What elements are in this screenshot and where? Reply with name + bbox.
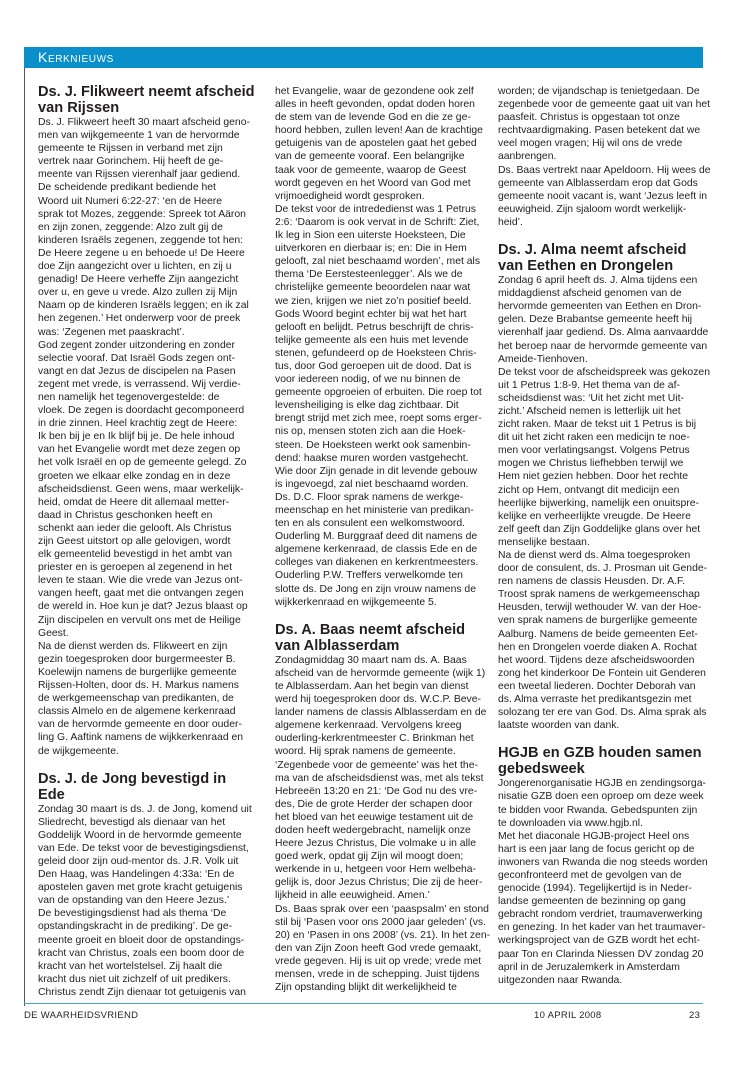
body-line: uit 1 Petrus 1:8-9. Het thema van de af- xyxy=(498,379,680,391)
body-line: slotte ds. De Jong en zijn vrouw namens de xyxy=(275,583,476,595)
body-line: kracht dus niet uit zichzelf of uit predikers. xyxy=(38,973,231,985)
body-line: steen. De Hoeksteen werkt ook samenbin- xyxy=(275,439,471,451)
body-line: ma van de afscheidsdienst was, met als tekst xyxy=(275,772,484,784)
article-headline xyxy=(498,242,713,274)
headline-line: Ds. J. Alma neemt afscheid xyxy=(498,242,687,259)
body-line: ling G. Aaftink namens de wijkkerkenraad en xyxy=(38,732,244,744)
article-body xyxy=(38,116,256,758)
body-line: brengt strijd met zich mee, roept soms erger- xyxy=(275,413,482,425)
body-line: leven te staan. Wie die vrede van Jezus ont- xyxy=(38,575,243,587)
body-line: Heere Jezus Christus, Die volmake u in alle xyxy=(275,838,476,850)
body-line: een tweetal liederen. Dochter Deborah van xyxy=(498,680,696,692)
body-line: Wie door Zijn genade in dit levende gebouw xyxy=(275,465,478,477)
body-line: levensheiliging is elke dag zichtbaar. Dit xyxy=(275,400,459,412)
article-body xyxy=(38,803,256,999)
body-line: Zijn discipelen en vervult ons met de Heilige xyxy=(38,614,241,626)
article-body xyxy=(498,274,713,732)
headline-line: van Rijssen xyxy=(38,100,120,116)
headline-line: van Eethen en Drongelen xyxy=(498,258,674,275)
body-line: doe Zijn aangezicht over u lichten, en zij u xyxy=(38,261,232,273)
body-line: door de consulent, ds. J. Prosman uit Gende- xyxy=(498,563,708,575)
headline-line: Ds. J. Flikweert neemt afscheid xyxy=(38,84,255,100)
body-line: Ds. D.C. Floor sprak namens de werkge- xyxy=(275,491,464,503)
body-line: algemene kerkenraad, de classis Ede en de xyxy=(275,544,478,556)
body-line: kracht van Christus, zoals een boom door de xyxy=(38,947,245,959)
body-line: vangt en dat Jezus de discipelen na Pasen xyxy=(38,365,236,377)
body-line: ds. Alma verraste het predikantsgezin met xyxy=(498,694,692,706)
body-line: vangen heeft, gaat met die ontvangen zegen xyxy=(38,588,244,600)
body-line: colleges van diakenen en kerkrentmeesters. xyxy=(275,557,479,569)
body-line: nisatie GZB doen een oproep om deze week xyxy=(498,791,704,803)
body-line: ven sprak namens de burgerlijke gemeente xyxy=(498,615,698,627)
body-line: opstandingskracht in de prediking’. De ge- xyxy=(38,921,233,933)
body-line: ouderling-kerkrentmeester C. Brinkman het xyxy=(275,733,474,745)
body-line: Ds. Baas vertrekt naar Apeldoorn. Hij wees de xyxy=(498,164,711,176)
body-line: uitgezonden naar Rwanda. xyxy=(498,974,623,986)
article-body xyxy=(275,654,491,994)
body-line: genocide (1994). Tegelijkertijd is in Neder- xyxy=(498,883,692,895)
body-line: taak voor de gemeente, waarop de Geest xyxy=(275,164,467,176)
body-line: Ameide-Tienhoven. xyxy=(498,353,588,365)
body-line: stenen, gefundeerd op de Hoeksteen Chris- xyxy=(275,347,477,359)
body-line: lijkheid in alle eeuwigheid. Amen.’ xyxy=(275,890,430,902)
body-line: werkende in u, hetgeen voor Hem welbeha- xyxy=(275,864,477,876)
body-line: men van wijkgemeente 1 van de hervormde xyxy=(38,130,240,142)
body-line: Geest. xyxy=(38,627,69,639)
body-line: wijkkerkenraad en wijkgemeente 5. xyxy=(275,596,437,608)
body-line: vrede gegeven. Hij is uit op vrede; vrede met xyxy=(275,955,482,967)
body-line: landse gemeenten de bezinning op gang xyxy=(498,896,686,908)
article-headline xyxy=(38,84,256,116)
body-line: we zien, krijgen we niet zo’n positief beeld. xyxy=(275,295,472,307)
body-line: mogen we Christus liefhebben terwijl we xyxy=(498,458,684,470)
article-headline xyxy=(38,771,256,803)
headline-line: gebedsweek xyxy=(498,761,585,778)
body-line: te downloaden via www.hgjb.nl. xyxy=(498,817,643,829)
body-line: werd hij toegesproken door ds. W.C.P. Beve- xyxy=(275,694,481,706)
body-line: gemeente van Alblasserdam erop dat Gods xyxy=(498,177,698,189)
body-line: Ds. J. Flikweert heeft 30 maart afscheid geno- xyxy=(38,117,250,128)
body-line: gebracht rondom verdriet, traumaverwerking xyxy=(498,909,703,921)
article-body xyxy=(275,85,488,609)
body-line: Hem niet gezien hebben. Door het rechte xyxy=(498,471,689,483)
body-line: gelen. Deze Brabantse gemeente heeft hij xyxy=(498,314,693,326)
body-line: Den Haag, was Handelingen 4:33a: ‘En de xyxy=(38,869,235,881)
body-line: eeuwigheid. Zijn sjaloom wordt werkelijk- xyxy=(498,203,687,215)
body-line: daad in Christus geschonken heeft en xyxy=(38,509,213,521)
body-line: zelf geeft dan Zijn Goddelijke glans over het xyxy=(498,523,701,535)
body-line: De tekst voor de intrededienst was 1 Petrus xyxy=(275,203,476,215)
body-line: te bidden voor Rwanda. Gebedspunten zijn xyxy=(498,804,698,816)
article-body xyxy=(498,85,713,229)
article-spacer xyxy=(38,758,256,771)
body-line: geleid door zijn oud-mentor ds. J.R. Volk uit xyxy=(38,855,239,867)
body-line: het Evangelie, waar de gezondene ook zelf xyxy=(275,86,474,97)
body-line: van Ede. De tekst voor de bevestigingsdienst, xyxy=(38,842,249,854)
body-line: Zondag 6 april heeft ds. J. Alma tijdens een xyxy=(498,275,698,287)
body-line: Zondag 30 maart is ds. J. de Jong, komend uit xyxy=(38,803,252,815)
body-line: Koelewijn namens de burgerlijke gemeente xyxy=(38,666,237,678)
headline-line: HGJB en GZB houden samen xyxy=(498,745,702,762)
body-line: kelijke en verheerlijkte vreugde. De Heere xyxy=(498,510,691,522)
headline-line: Ds. A. Baas neemt afscheid xyxy=(275,621,466,638)
body-line: de wijkgemeente. xyxy=(38,745,119,757)
body-line: Jongerenorganisatie HGJB en zendingsorga- xyxy=(498,778,706,790)
body-line: laatste woorden van dank. xyxy=(498,720,620,732)
body-line: gelooft en belijdt. Petrus beschrijft de chris- xyxy=(275,321,474,333)
body-line: paar Ton en Clarinda Niessen DV zondag 20 xyxy=(498,948,704,960)
body-line: Zondagmiddag 30 maart nam ds. A. Baas xyxy=(275,654,467,666)
body-line: Ik leg in Sion een uiterste Hoeksteen, Die xyxy=(275,230,466,242)
body-line: kinderen Israëls zegenen, zeggende tot hen: xyxy=(38,234,244,246)
body-line: van het Evangelie wordt met deze zegen op xyxy=(38,444,241,456)
body-line: De tekst voor de afscheidspreek was gekozen xyxy=(498,366,710,378)
body-line: gezin toegesproken door burgermeester B. xyxy=(38,653,236,665)
body-line: werkingsproject van de GZB wordt het echt- xyxy=(498,935,701,947)
body-line: classis Almelo en de algemene kerkenraad xyxy=(38,706,236,718)
body-line: God zegent zonder uitzondering en zonder xyxy=(38,339,235,351)
body-line: Hebreeën 13:20 en 21: ‘De God nu des vre- xyxy=(275,785,478,797)
body-line: het bloed van het eeuwige testament uit de xyxy=(275,811,474,823)
body-line: zicht raken. Maar de tekst uit 1 Petrus is bij xyxy=(498,419,697,431)
body-line: was: ‘Zegenen met paaskracht’. xyxy=(38,326,185,338)
body-line: hen en Drongelen voerde diaken A. Rochat xyxy=(498,641,697,653)
body-line: nis op, mensen stoten zich aan die Hoek- xyxy=(275,426,466,438)
body-line: tus, door God geroepen uit de dood. Dat is xyxy=(275,360,472,372)
body-line: middagdienst afscheid genomen van de xyxy=(498,288,682,300)
article-headline xyxy=(498,745,713,777)
body-line: apostelen gaven met grote kracht getuigenis xyxy=(38,882,243,894)
body-line: van de opstanding van den Heere Jezus.’ xyxy=(38,895,230,907)
body-line: algemene kerkenraad. Vervolgens kreeg xyxy=(275,720,462,732)
article-spacer xyxy=(498,732,713,745)
body-line: gelijk is, door Jezus Christus; Die zij de heer- xyxy=(275,877,483,889)
body-line: afscheidsdienst. Geen wens, maar werkelijk- xyxy=(38,483,244,495)
body-line: zijn Geest uitstort op alle gelovigen, wordt xyxy=(38,536,231,547)
body-line: aanbrengen. xyxy=(498,151,557,163)
body-line: nen namelijk het tegenovergestelde: de xyxy=(38,391,220,403)
body-line: meenschap en het ministerie van predikan- xyxy=(275,505,474,516)
body-line: hoord hebben, zullen leven! Aan de krachtige xyxy=(275,125,483,137)
body-line: doden heeft wedergebracht, namelijk onze xyxy=(275,824,471,836)
body-line: 2:6: ‘Daarom is ook vervat in de Schrift: Ziet, xyxy=(275,216,480,228)
body-line: meente van Rijssen vierenhalf jaar gediend. xyxy=(38,169,241,181)
body-line: paasfeit. Christus is opgestaan tot onze xyxy=(498,112,680,124)
body-line: zicht op Hem, ontvangt dit medicijn een xyxy=(498,484,680,496)
body-line: de werkgemeenschap van predikanten, de xyxy=(38,693,234,705)
body-line: afscheid van de hervormde gemeente (wijk 1) xyxy=(275,667,486,679)
body-line: de wereld in. Hoe kun je dat? Jezus blaast op xyxy=(38,601,248,613)
body-line: Ds. Baas sprak over een ‘paaspsalm’ en stond xyxy=(275,903,489,915)
body-line: dit uit het zicht raken een medicijn te noe- xyxy=(498,432,690,444)
body-line: groeten we elkaar elke zondag en in deze xyxy=(38,470,231,482)
body-line: ‘Zegenbede voor de gemeente’ was het the- xyxy=(275,759,478,771)
body-line: worden; de vijandschap is tenietgedaan. De xyxy=(498,86,700,97)
body-line: Sliedrecht, bevestigd als dienaar van het xyxy=(38,816,226,828)
body-line: voor iedereen nodig, of we nu binnen de xyxy=(275,374,461,386)
body-line: hart is een jaar lang de focus gericht op de xyxy=(498,843,695,855)
article-column-3 xyxy=(498,85,713,987)
body-line: vloek. De zegen is doordacht gecomponeerd xyxy=(38,405,245,417)
body-line: des, Die de grote Herder der schapen door xyxy=(275,798,473,810)
body-line: geconfronteerd met de gevolgen van de xyxy=(498,869,682,881)
left-margin-rule xyxy=(24,68,25,1006)
article-headline xyxy=(275,622,488,654)
body-line: heid’. xyxy=(498,216,523,228)
body-line: vertrek naar Gorinchem. Hij heeft de ge- xyxy=(38,156,224,168)
body-line: en genezing. In het kader van het traumaver- xyxy=(498,922,706,934)
body-line: zong het kinderkoor De Fontein uit Genderen xyxy=(498,667,706,679)
body-line: genadig! De Heere verheffe Zijn aangezicht xyxy=(38,274,239,286)
footer-publication-name: DE WAARHEIDSVRIEND xyxy=(24,1010,139,1021)
body-line: Goddelijk Woord in de hervormde gemeente xyxy=(38,829,242,841)
body-line: lander namens de classis Alblasserdam en de xyxy=(275,707,487,719)
body-line: heid, omdat de Heere dit allemaal metter- xyxy=(38,496,230,508)
body-line: men voor verlatingsangst. Volgens Petrus xyxy=(498,445,690,457)
footer-page-number: 23 xyxy=(689,1010,701,1021)
article-spacer xyxy=(275,609,488,622)
footer-issue-date: 10 APRIL 2008 xyxy=(534,1010,602,1021)
body-line: gemeente te Rijssen in verband met zijn xyxy=(38,143,223,155)
body-line: veel mogen vragen; Hij wil ons de vrede xyxy=(498,138,683,150)
body-line: het beroep naar de hervormde gemeente van xyxy=(498,340,708,352)
body-line: stil bij ‘Pasen voor ons 2000 jaar geleden’ (vs. xyxy=(275,916,487,928)
body-line: Christus zendt Zijn dienaar tot getuigenis van xyxy=(38,986,246,998)
body-line: menselijke bestaan. xyxy=(498,536,590,548)
body-line: Na de dienst werden ds. Flikweert en zijn xyxy=(38,640,228,652)
body-line: alles in heeft gevonden, opdat doden horen xyxy=(275,99,475,111)
section-header-bar xyxy=(24,47,703,68)
body-line: sprak tot Mozes, zeggende: Spreek tot Aäron xyxy=(38,208,246,220)
body-line: goed werk, opdat gij Zijn wil moogt doen; xyxy=(275,851,464,863)
article-column-1 xyxy=(38,84,256,999)
body-line: Aalburg. Namens de beide gemeenten Eet- xyxy=(498,628,698,640)
body-line: Zijn opstanding blijkt dit werkelijkheid te xyxy=(275,982,457,994)
body-line: rechtvaardigmaking. Pasen betekent dat we xyxy=(498,125,701,137)
body-line: mensen, vrede in de schepping. Juist tijdens xyxy=(275,969,480,980)
body-line: ten en als consulent een welkomstwoord. xyxy=(275,518,466,530)
body-line: wordt gegeven en het Woord van God met xyxy=(275,177,471,189)
body-line: het volk Israël en op de gemeente gelegd. Zo xyxy=(38,457,247,469)
body-line: selectie vooraf. Dat Israël Gods zegen ont- xyxy=(38,352,235,364)
body-line: zegenbede voor de gemeente gaat uit van het xyxy=(498,99,711,111)
body-line: te Alblasserdam. Aan het begin van dienst xyxy=(275,680,469,692)
body-line: Heusden, terwijl wethouder W. van der Hoe- xyxy=(498,602,702,614)
body-line: heerlijke bijwerking, namelijk een onuitspre- xyxy=(498,497,699,509)
body-line: ren namens de classis Heusden. Dr. A.F. xyxy=(498,576,686,588)
body-line: telijke gemeente als een huis met levende xyxy=(275,334,469,346)
body-line: priester en is geroepen al zegenend in het xyxy=(38,562,233,574)
body-line: Rijssen-Holten, door ds. H. Markus namens xyxy=(38,680,239,692)
body-line: thema ‘De Eerstesteenlegger’. Als we de xyxy=(275,269,463,281)
body-line: hervormde gemeenten van Eethen en Dron- xyxy=(498,301,702,313)
article-spacer xyxy=(498,229,713,242)
body-line: het woord. Tijdens deze afscheidswoorden xyxy=(498,654,695,666)
body-line: gemeente nooit vacant is, want ‘Jezus leeft in xyxy=(498,190,708,202)
body-line: Ouderling M. Burggraaf deed dit namens de xyxy=(275,531,478,543)
body-line: en zijn zonen, zeggende: Alzo zult gij de xyxy=(38,221,223,233)
body-line: Ik ben bij je en Ik blijf bij je. De hele inhoud xyxy=(38,431,235,443)
body-line: zicht.’ Afscheid nemen is letterlijk uit het xyxy=(498,405,681,417)
body-line: de stem van de levende God en die ze ge- xyxy=(275,112,471,124)
body-line: over u, en geve u vrede. Alzo zullen zij Mijn xyxy=(38,287,238,299)
body-line: vierenhalf jaar gediend. Ds. Alma aanvaardde xyxy=(498,327,709,339)
section-title: Kerknieuws xyxy=(38,49,114,65)
body-line: Gods Woord begint echter bij wat het hart xyxy=(275,308,467,320)
body-line: dend: haakse muren worden vastgehecht. xyxy=(275,452,469,464)
body-line: uitverkoren en dierbaar is; en: Die in Hem xyxy=(275,243,467,255)
body-line: zegent met vrede, is verrassend. Wij verdie- xyxy=(38,378,241,390)
body-line: De bevestigingsdienst had als thema ‘De xyxy=(38,908,227,920)
body-line: elk gemeentelid bevestigd in het ambt van xyxy=(38,549,233,561)
headline-line: Ds. J. de Jong bevestigd in Ede xyxy=(38,770,227,803)
body-line: Ouderling P.W. Treffers verwelkomde ten xyxy=(275,570,463,582)
body-line: woord. Hij sprak namens de gemeente. xyxy=(275,746,456,758)
body-line: Naam op de kinderen Israëls leggen; en ik zal xyxy=(38,300,249,312)
body-line: 20) en ‘Pasen in ons 2008’ (vs. 21). In het zen- xyxy=(275,929,491,941)
body-line: vrijmoedigheid wordt gesproken. xyxy=(275,190,425,202)
body-line: De scheidende predikant bediende het xyxy=(38,182,216,194)
body-line: den van Zijn Zoon heeft God vrede gemaakt, xyxy=(275,942,482,954)
body-line: getuigenis van de apostelen gaat het gebed xyxy=(275,138,477,150)
article-column-2 xyxy=(275,85,491,994)
body-line: De Heere zegene u en behoede u! De Heere xyxy=(38,247,245,259)
footer-rule xyxy=(24,1003,703,1004)
body-line: van de gemeente vooraf. Een belangrijke xyxy=(275,151,465,163)
body-line: christelijke gemeente beoordelen naar wat xyxy=(275,282,471,294)
body-line: april in de Jeruzalemkerk in Amsterdam xyxy=(498,961,680,973)
body-line: scheidsdienst was: ‘Uit het zicht met Uit- xyxy=(498,392,684,404)
body-line: is ingevoegd, zal niet beschaamd worden. xyxy=(275,478,469,490)
body-line: hen zegenen.’ Het onderwerp voor de preek xyxy=(38,313,241,325)
body-line: kracht van het wortelstelsel. Zij haalt die xyxy=(38,960,223,972)
body-line: Na de dienst werd ds. Alma toegesproken xyxy=(498,550,691,561)
body-line: Troost sprak namens de werkgemeenschap xyxy=(498,589,700,601)
body-line: solozang ter ere van God. Ds. Alma sprak als xyxy=(498,707,707,719)
body-line: gelooft, zal niet beschaamd worden’, met als xyxy=(275,256,481,268)
body-line: Met het diaconale HGJB-project Heel ons xyxy=(498,830,690,842)
body-line: van de hervormde gemeente en door ouder- xyxy=(38,719,242,731)
body-line: Woord uit Numeri 6:22-27: ‘en de Heere xyxy=(38,195,223,207)
body-line: gemeente opgroeien of erbuiten. Die roep tot xyxy=(275,387,482,399)
body-line: in drie zinnen. Heel krachtig zegt de Heere: xyxy=(38,418,238,430)
body-line: inwoners van Rwanda die nog steeds worden xyxy=(498,856,708,868)
body-line: schenkt aan ieder die gelooft. Als Christus xyxy=(38,522,232,534)
body-line: meente groeit en bloeit door de opstandings- xyxy=(38,934,245,946)
article-body xyxy=(498,777,713,987)
headline-line: van Alblasserdam xyxy=(275,637,400,654)
